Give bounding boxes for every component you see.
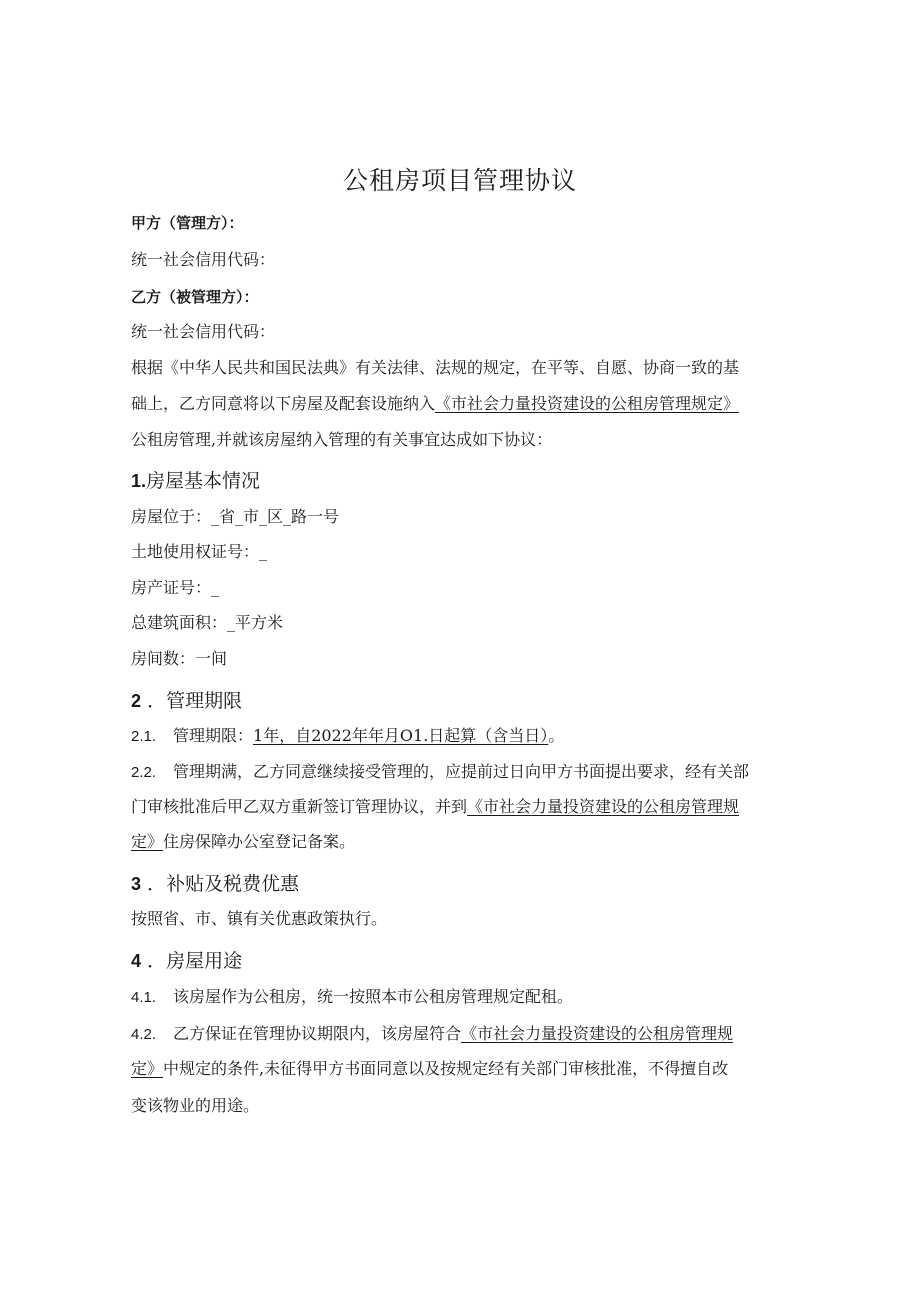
clause-2-2-number: 2.2. [131,764,157,781]
clause-2-1-end: 。 [548,726,565,745]
preamble-line-2-text: 础上，乙方同意将以下房屋及配套设施纳入 [131,394,436,413]
section-2-heading [131,689,242,713]
clause-4-2-line-2 [131,1059,728,1079]
section-1-number: 1. [131,471,147,491]
clause-4-1 [131,987,573,1008]
clause-4-2-line-2-text: 中规定的条件,未征得甲方书面同意以及按规定经有关部门审核批准，不得擅自改 [163,1059,729,1078]
room-count: 房间数：一间 [131,649,228,668]
section-3-number: 3 [131,874,142,894]
section-3-heading [131,872,299,896]
management-term: 1年，自2022年年月O1.日起算（含当日） [253,726,549,745]
preamble-line-1: 根据《中华人民共和国民法典》有关法律、法规的规定，在平等、自愿、协商一致的基 [131,358,740,377]
clause-4-2-line-3: 变该物业的用途。 [131,1096,260,1115]
party-a-credit-code: 统一社会信用代码： [131,250,276,269]
document-title: 公租房项目管理协议 [342,166,577,195]
clause-2-1-number: 2.1. [131,728,157,745]
party-b-credit-code: 统一社会信用代码： [131,322,276,341]
clause-2-2-line-2 [131,797,739,817]
section-1-title: 房屋基本情况 [146,470,261,492]
section-2-number: 2 [131,691,142,711]
clause-2-2-line-2-text: 门审核批准后甲乙双方重新签订管理协议，并到 [131,797,468,816]
section-4-heading [131,949,242,973]
house-location: 房屋位于：_省_市_区_路一号 [131,507,340,526]
total-floor-area: 总建筑面积：_平方米 [131,613,284,632]
preamble-line-2 [131,394,739,414]
clause-2-2-line-1 [131,762,749,783]
clause-4-1-text: 该房屋作为公租房，统一按照本市公租房管理规定配租。 [173,987,574,1006]
clause-4-2-line-1 [131,1024,733,1045]
clause-2-2-text: 管理期满，乙方同意继续接受管理的，应提前过日向甲方书面提出要求，经有关部 [173,762,750,781]
clause-4-2-number: 4.2. [131,1026,157,1043]
property-certificate: 房产证号：_ [131,578,220,597]
section-2-title: ．管理期限 [147,690,243,712]
party-b-label: 乙方（被管理方）： [131,288,259,306]
clause-4-2-text: 乙方保证在管理协议期限内，该房屋符合 [173,1024,462,1043]
clause-4-2-regulation-reference-end: 定》 [131,1059,164,1078]
section-4-number: 4 [131,951,142,971]
section-4-title: ．房屋用途 [147,950,243,972]
clause-2-2-line-3-text: 住房保障办公室登记备案。 [163,832,356,851]
clause-2-2-line-3 [131,832,355,852]
section-1-heading [131,469,260,493]
regulation-reference: 《市社会力量投资建设的公租房管理规定》 [435,394,740,413]
clause-2-2-regulation-reference-end: 定》 [131,832,164,851]
section-3-title: ．补贴及税费优惠 [147,873,300,895]
clause-2-1-text: 管理期限： [173,726,254,745]
clause-4-1-number: 4.1. [131,989,157,1006]
preamble-line-3: 公租房管理,并就该房屋纳入管理的有关事宜达成如下协议： [131,430,553,449]
party-a-label: 甲方（管理方）： [131,214,244,232]
clause-2-1 [131,726,564,747]
section-3-body: 按照省、市、镇有关优惠政策执行。 [131,909,388,928]
land-use-certificate: 土地使用权证号：_ [131,542,268,561]
clause-2-2-regulation-reference: 《市社会力量投资建设的公租房管理规 [467,797,740,816]
clause-4-2-regulation-reference: 《市社会力量投资建设的公租房管理规 [461,1024,734,1043]
